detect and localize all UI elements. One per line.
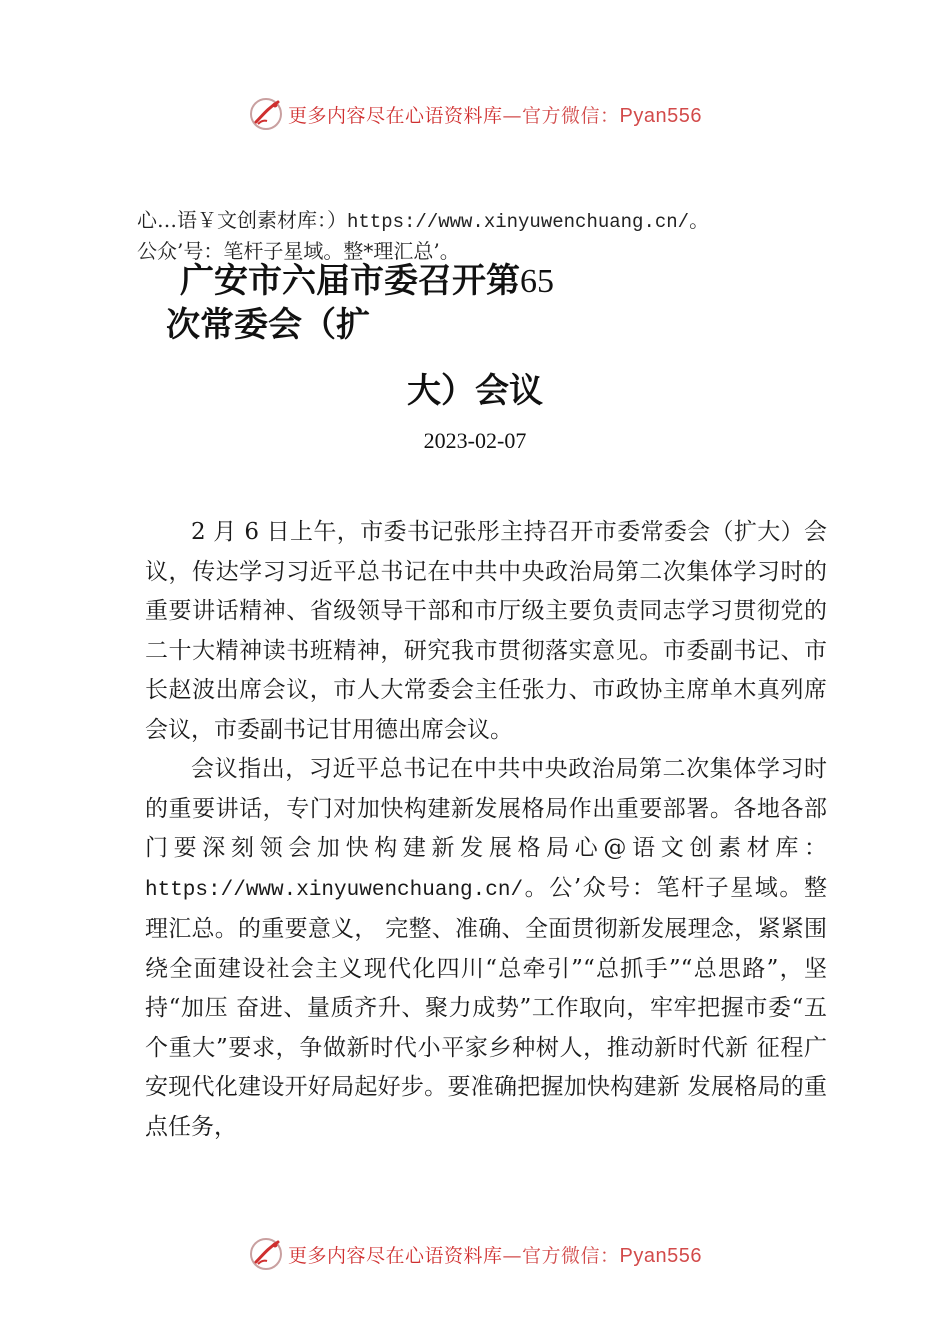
source-note-prefix: 心…语￥文创素材库：）: [137, 208, 347, 232]
banner-main-text: 更多内容尽在心语资料库: [288, 104, 503, 127]
banner-wechat-id: Pyan556: [619, 104, 702, 127]
brush-logo-icon: [248, 96, 284, 132]
source-note-line-1: [137, 206, 837, 237]
banner-wechat-id: Pyan556: [619, 1244, 702, 1267]
paragraph-2-url: https://www.xinyuwenchuang.cn/: [145, 878, 524, 902]
banner-text: [288, 1241, 702, 1268]
footer-watermark-banner: [0, 1234, 950, 1274]
title-line-1-number: 65: [520, 263, 554, 300]
source-note-suffix: 。: [689, 208, 710, 232]
title-line-1-text: 广安市六届市委召开第: [180, 261, 520, 301]
banner-rest-text: —官方微信：: [502, 104, 620, 127]
source-note-line-2: 公众’号：笔杆子星域。整*理汇总’。: [137, 239, 460, 263]
banner-rest-text: —官方微信：: [502, 1244, 620, 1267]
paragraph-1: 2 月 6 日上午，市委书记张彤主持召开市委常委会（扩大）会议，传达学习习近平总书记在中共中央政治局第二次集体学习时的重要讲话精神、省级领导干部和市厅级主要负责同志学习贯彻党的二十大精神读书班精神，研究我市贯彻落实意见。市委副书记、市长赵波出席会议，市人大常委会主任张力、市政协主席单木真列席会议，市委副书记甘用德出席会议。: [145, 519, 827, 743]
publish-date: 2023-02-07: [423, 428, 527, 453]
header-watermark-banner: [0, 94, 950, 134]
brush-logo-icon: [248, 1236, 284, 1272]
paragraph-2: [145, 750, 827, 1147]
banner-main-text: 更多内容尽在心语资料库: [288, 1244, 503, 1267]
title-line-1: [180, 258, 554, 305]
banner-text: [288, 101, 702, 128]
source-note-url: https://www.xinyuwenchuang.cn/: [347, 211, 690, 233]
paragraph-2-part-a: 会议指出，习近平总书记在中共中央政治局第二次集体学习时的重要讲话，专门对加快构建新发展格局作出重要部署。各地各部门要深刻领会加快构建新发展格局心@语文创素材库：: [145, 756, 827, 861]
source-note: [137, 206, 837, 266]
article-body: [145, 513, 827, 1147]
title-line-2: 次常委会（扩: [166, 305, 370, 345]
paragraph-2-part-b: 。公’众号：笔杆子星域。整理汇总。的重要意义， 完整、准确、全面贯彻新发展理念，紧紧围绕全面建设社会主义现代化四川“总牵引”“总抓手”“总思路”，坚持“加压 奋进、量质齐升、聚力成势”工作取向，牢牢把握市委“五 个重大”要求，争做新时代小平家乡种树人，推动新时代新 征程广安现代化建设开好局起好步。要准确把握加快构建新 发展格局的重点任务，: [145, 874, 827, 1140]
title-line-3: 大）会议: [407, 371, 543, 411]
